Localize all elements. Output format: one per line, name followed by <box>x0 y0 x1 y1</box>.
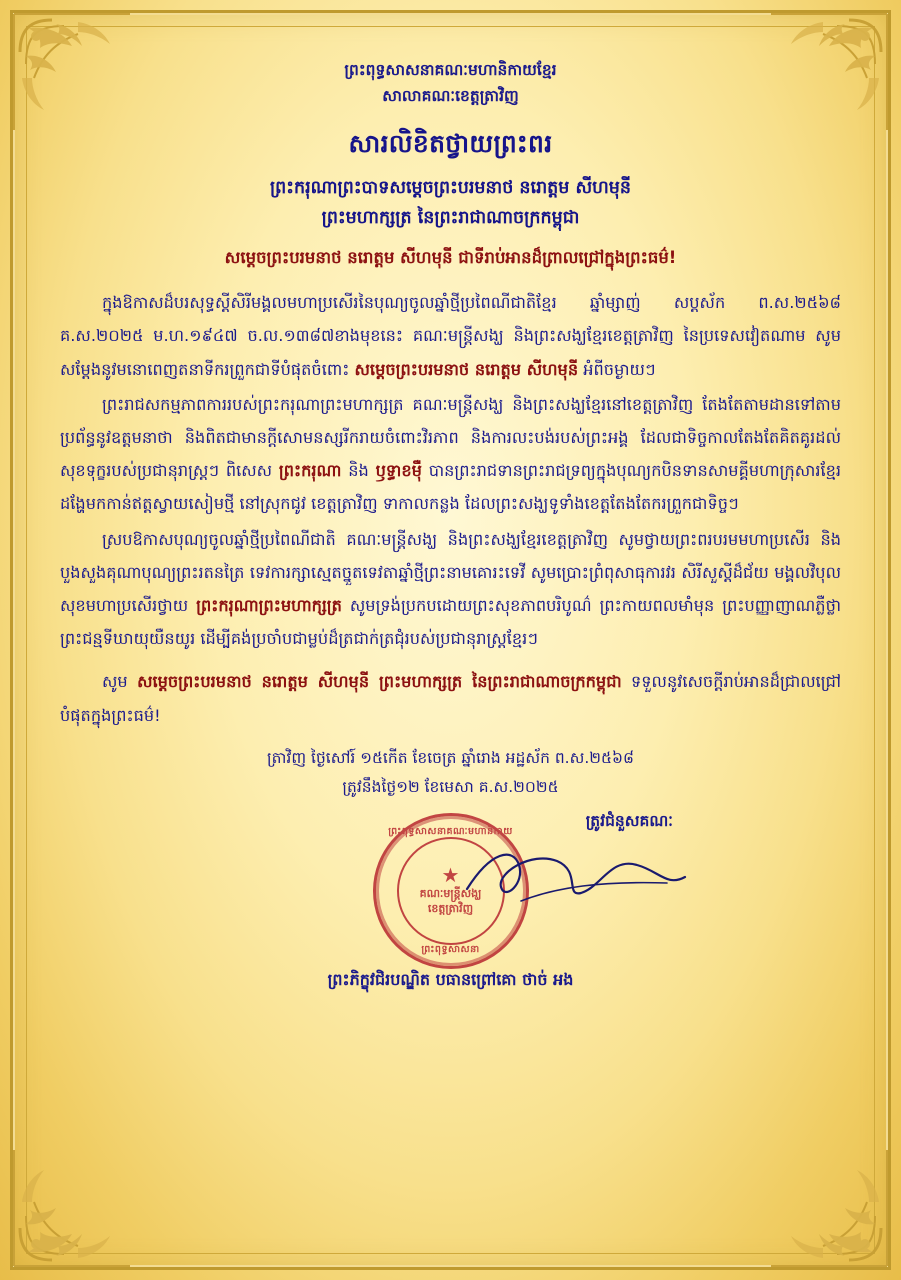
highlighted-text: ឫទ្ធាខម៉ឺ <box>375 461 422 481</box>
text-run: បានព្រះរាជទានព្រះរាជទ្រព្យក្នុងបុណ្យកបិនទានសាមគ្គីមហាក្រុសារខ្មែរ ដង្ហែមកកាន់ឥត្តស្វាយសៀមថ្មី នៅស្រុកជូវ ខេត្តត្រាវិញ ទាកាលកន្លង ដែលព្រះសង្ឃទូទាំងខេត្តតែងតែករព្រួកជាទិច្ចៗ <box>60 461 842 514</box>
text-run: ព្រះរាជសកម្មភាពការរបស់ព្រះករុណាព្រះមហាក្សត្រ គណៈមន្ត្រីសង្ឃ និងព្រះសង្ឃខ្មែរនៅខេត្តត្រាវិញ តែងតែតាមដានទៅតាមប្រព័ន្ធនូវឧត្តមនាថា និងពិតជាមានក្តីសោមនស្សរីករាយចំពោះវិរភាព និងការលះបង់របស់ព្រះអង្គ ដែលជាទិច្ចកាលតែងតែគិតគូរដល់សុខទុក្ខរបស់ប្រជានុរាស្ត្រៗ ពិសេស <box>60 394 841 481</box>
highlighted-text: ព្រះករុណា <box>278 461 342 481</box>
official-seal <box>373 813 529 969</box>
signature-label: ត្រូវជំនួសគណៈ <box>585 811 673 830</box>
star-icon: ★ <box>441 862 460 887</box>
text-run: និង <box>341 461 376 481</box>
highlighted-text: ព្រះករុណាព្រះមហាក្សត្រ <box>196 595 342 615</box>
text-run: សូម <box>102 672 138 692</box>
signer-name: ព្រះភិក្ខុវជិរបណ្ឌិត បធានព្រៅគោ ថាច់ អង <box>327 969 574 989</box>
seal-line-2: ខេត្តត្រាវិញ <box>427 901 474 915</box>
highlighted-text: សម្តេចព្រះបរមនាថ នរោត្តម សីហមុនី ព្រះមហាក្សត្រ នៃព្រះរាជាណាចក្រកម្ពុជា <box>137 672 622 692</box>
signature-area <box>60 805 841 995</box>
closing-paragraph <box>60 665 841 731</box>
paragraph <box>60 665 841 731</box>
paragraph <box>60 523 841 656</box>
seal-line-1: គណៈមន្ត្រីសង្ឃ <box>419 886 482 900</box>
paragraph <box>60 286 841 386</box>
text-run: ទទួលនូវសេចក្តីរាប់អានដ៏ជ្រាលជ្រៅបំផុតក្នុងព្រះធម៌! <box>60 672 842 725</box>
body-text <box>60 286 841 655</box>
text-run: ស្របឱកាសបុណ្យចូលឆ្នាំថ្មីប្រពៃណីជាតិ គណៈមន្ត្រីសង្ឃ និងព្រះសង្ឃខ្មែរខេត្តត្រាវិញ សូមថ្វាយព្រះពរបរមមហាប្រសើរ និងបួងសួងគុណាបុណ្យព្រះរតនត្រៃ ទេវការក្សាស្មេតច្នួតទេវតាឆ្នាំថ្មីព្រះនាមគោរះទេវី សូមប្រោះព្រំពុសាធុការវរ សិរីសួស្តីដ៏ជ័យ មង្គលវិបុលសុខមហាប្រសើរថ្វាយ <box>60 529 841 615</box>
document-subtitle-1: ព្រះករុណាព្រះបាទសម្តេចព្រះបរមនាថ នរោត្តម សីហមុនី <box>269 178 632 199</box>
date-line-1: ត្រាវិញ ថ្ងៃសៅរ៍ ១៥កើត ខែចេត្រ ឆ្នាំរោង អដ្ឋស័ក ព.ស.២៥៦៨ <box>267 748 634 767</box>
text-run: ក្នុងឱកាសដ៏បរសុទ្ធស្តីសិរីមង្គលមហាប្រសើរនៃបុណ្យចូលឆ្នាំថ្មីប្រពៃណីជាតិខ្មែរ ឆ្នាំម្សាញ់ សប្តស័ក ព.ស.២៥៦៨ គ.ស.២០២៥ ម.ហ.១៩៤៧ ច.ល.១៣៨៧ខាងមុខនេះ គណៈមន្ត្រីសង្ឃ និងព្រះសង្ឃខ្មែរខេត្តត្រាវិញ នៃប្រទេសវៀតណាម សូមសម្តែងនូវមនោពេញតនាទីករព្រួកជាទីបំផុតចំពោះ <box>60 293 841 379</box>
seal-arc-bottom-text: ព្រះពុទ្ធសាសនា <box>421 943 480 955</box>
organization-line-2: សាលាគណៈខេត្តត្រាវិញ <box>382 86 519 105</box>
text-run: សូមទ្រង់ប្រកបដោយព្រះសុខភាពបរិបូណ៌ ព្រះកាយពលមាំមុន ព្រះបញ្ញាញាណភ្លឺថ្លា ព្រះជន្មទីឃាយុយឺនយូរ ដើម្បីគង់ប្រចាំបជាម្លប់ដ៏ត្រជាក់ត្រជុំរបស់ប្រជានុរាស្ត្រខ្មែរៗ <box>60 595 841 649</box>
paragraph <box>60 388 841 521</box>
document-subtitle-2: ព្រះមហាក្សត្រ នៃព្រះរាជាណាចក្រកម្ពុជា <box>321 208 580 229</box>
document-content <box>60 58 841 1240</box>
organization-line-1: ព្រះពុទ្ធសាសនាគណៈមហានិកាយខ្មែរ <box>344 61 557 79</box>
highlighted-text: សម្តេចព្រះបរមនាថ នរោត្តម សីហមុនី <box>354 359 579 379</box>
seal-inner <box>397 837 505 945</box>
date-line-2: ត្រូវនឹងថ្ងៃ១២ ខែមេសា គ.ស.២០២៥ <box>342 778 559 797</box>
document-title: សារលិខិតថ្វាយព្រះពរ <box>348 129 553 159</box>
seal-arc-top-text: ព្រះពុទ្ធសាសនាគណៈមហានិកាយ <box>388 825 513 837</box>
date-block <box>60 744 841 803</box>
text-run: អំពីចម្ងាយៗ <box>578 359 656 379</box>
salutation: សម្តេចព្រះបរមនាថ នរោត្តម សីហមុនី ជាទីរាប់អានដ៏ព្រាលជ្រៅក្នុងព្រះធម៌! <box>224 248 677 268</box>
